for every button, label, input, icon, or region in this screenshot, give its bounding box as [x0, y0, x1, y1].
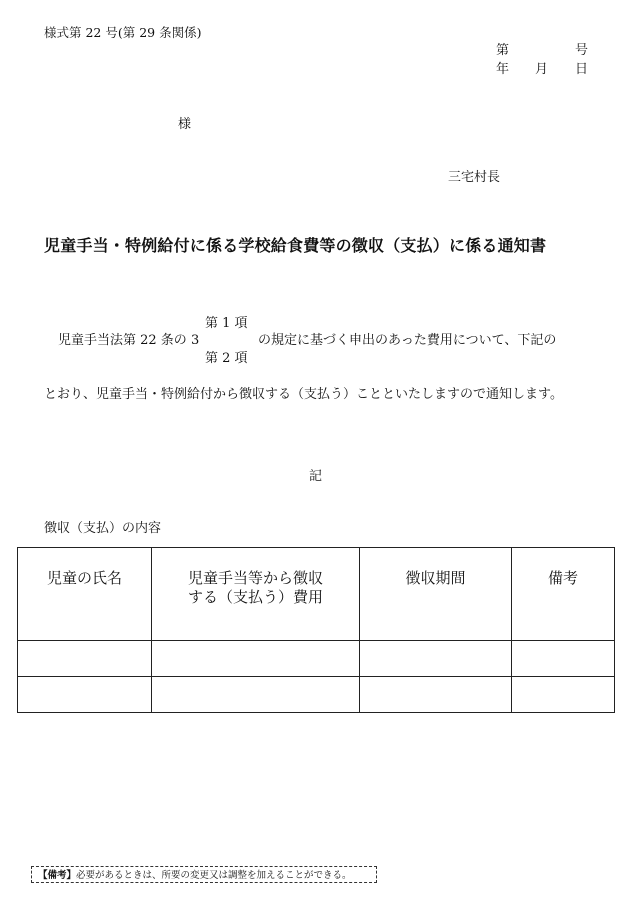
- issuer-name: 三宅村長: [448, 170, 501, 185]
- form-number: 様式第 22 号(第 29 条関係): [44, 25, 202, 40]
- header-period: 徴収期間: [360, 548, 512, 641]
- section-title: 徴収（支払）の内容: [44, 521, 162, 536]
- clause-option-1: 第 1 項: [205, 316, 248, 331]
- cell-child-name[interactable]: [18, 677, 152, 713]
- cell-remarks[interactable]: [512, 641, 615, 677]
- document-number-prefix: 第: [496, 43, 510, 58]
- table-row: [18, 677, 615, 713]
- table-row: [18, 641, 615, 677]
- cell-remarks[interactable]: [512, 677, 615, 713]
- header-remarks: 備考: [512, 548, 615, 641]
- cell-period[interactable]: [360, 677, 512, 713]
- body-line1-lead: 児童手当法第 22 条の 3: [58, 333, 200, 348]
- cell-period[interactable]: [360, 641, 512, 677]
- cell-cost[interactable]: [152, 641, 360, 677]
- ki-heading: 記: [309, 469, 323, 484]
- cell-cost[interactable]: [152, 677, 360, 713]
- note-text: 必要があるときは、所要の変更又は調整を加えることができる。: [76, 870, 352, 881]
- clause-option-2: 第 2 項: [205, 351, 248, 366]
- table-header-row: [18, 548, 615, 641]
- date-year: 年: [496, 62, 510, 77]
- cell-child-name[interactable]: [18, 641, 152, 677]
- body-line1-tail: の規定に基づく申出のあった費用について、下記の: [258, 333, 557, 348]
- content-table: [17, 547, 615, 713]
- note-label: 【備考】: [38, 870, 77, 881]
- document-title: 児童手当・特例給付に係る学校給食費等の徴収（支払）に係る通知書: [44, 236, 547, 255]
- header-cost-line2: する（支払う）費用: [187, 587, 323, 606]
- body-line2: とおり、児童手当・特例給付から徴収する（支払う）ことといたしますので通知します。: [44, 387, 563, 402]
- header-cost: [152, 548, 360, 641]
- header-cost-line1: 児童手当等から徴収: [187, 569, 323, 587]
- remarks-note: [31, 866, 377, 883]
- document-number-suffix: 号: [575, 43, 589, 58]
- recipient-honorific: 様: [178, 117, 192, 132]
- date-month: 月: [535, 62, 549, 77]
- date-day: 日: [575, 62, 589, 77]
- header-child-name: 児童の氏名: [18, 548, 152, 641]
